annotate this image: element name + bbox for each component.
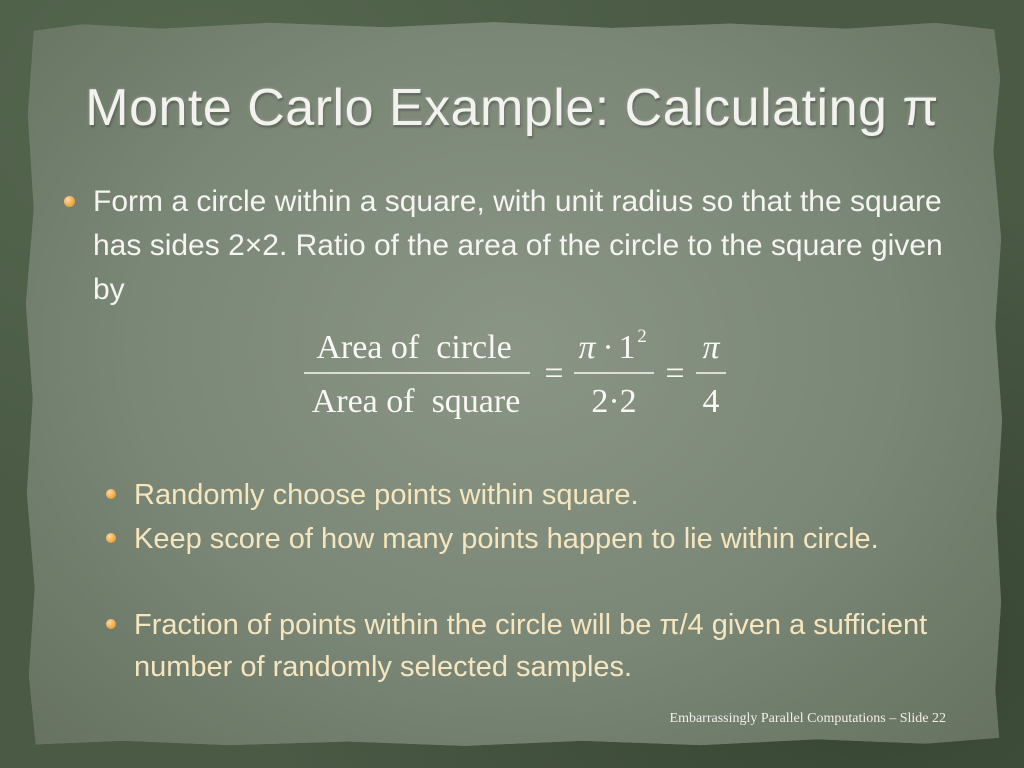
equation-denominator-right: 4 <box>702 383 720 420</box>
bullet-dot-icon <box>106 489 116 499</box>
equals-sign-2: = <box>665 355 685 392</box>
equation-denominator-mid: 2·2 <box>591 383 637 420</box>
sub-bullet-text: Keep score of how many points happen to lie within circle. <box>134 523 879 555</box>
sub-bullet <box>106 518 966 560</box>
equation-denominator-left: Area of square <box>311 383 521 420</box>
equals-sign-1: = <box>544 355 564 392</box>
equation-numerator-right: π <box>702 329 720 366</box>
slide-footer: Embarrassingly Parallel Computations – Slide 22 <box>669 711 946 726</box>
equation-numerator-mid-one: 1 <box>618 329 636 366</box>
sub-bullet <box>106 474 966 516</box>
bullet-dot-icon <box>106 619 116 629</box>
main-bullet-text: Form a circle within a square, with unit radius so that the square has sides 2×2. Ratio of the area of the circle to the square given by <box>93 185 943 306</box>
equation-numerator-mid-pi: π <box>578 329 596 366</box>
equation-numerator-mid-exponent: 2 <box>637 326 647 347</box>
equation-numerator-mid-dot: · <box>602 329 614 366</box>
area-ratio-equation <box>300 326 740 426</box>
slide-title: Monte Carlo Example: Calculating π <box>85 79 939 137</box>
sub-bullet <box>106 604 966 688</box>
sub-bullet-text: Fraction of points within the circle will be π/4 given a sufficient number of randomly selected samples. <box>134 609 928 683</box>
main-bullet <box>64 180 964 312</box>
bullet-dot-icon <box>64 196 75 207</box>
sub-bullet-text: Randomly choose points within square. <box>134 479 639 511</box>
bullet-dot-icon <box>106 533 116 543</box>
equation-numerator-left: Area of circle <box>316 329 512 366</box>
